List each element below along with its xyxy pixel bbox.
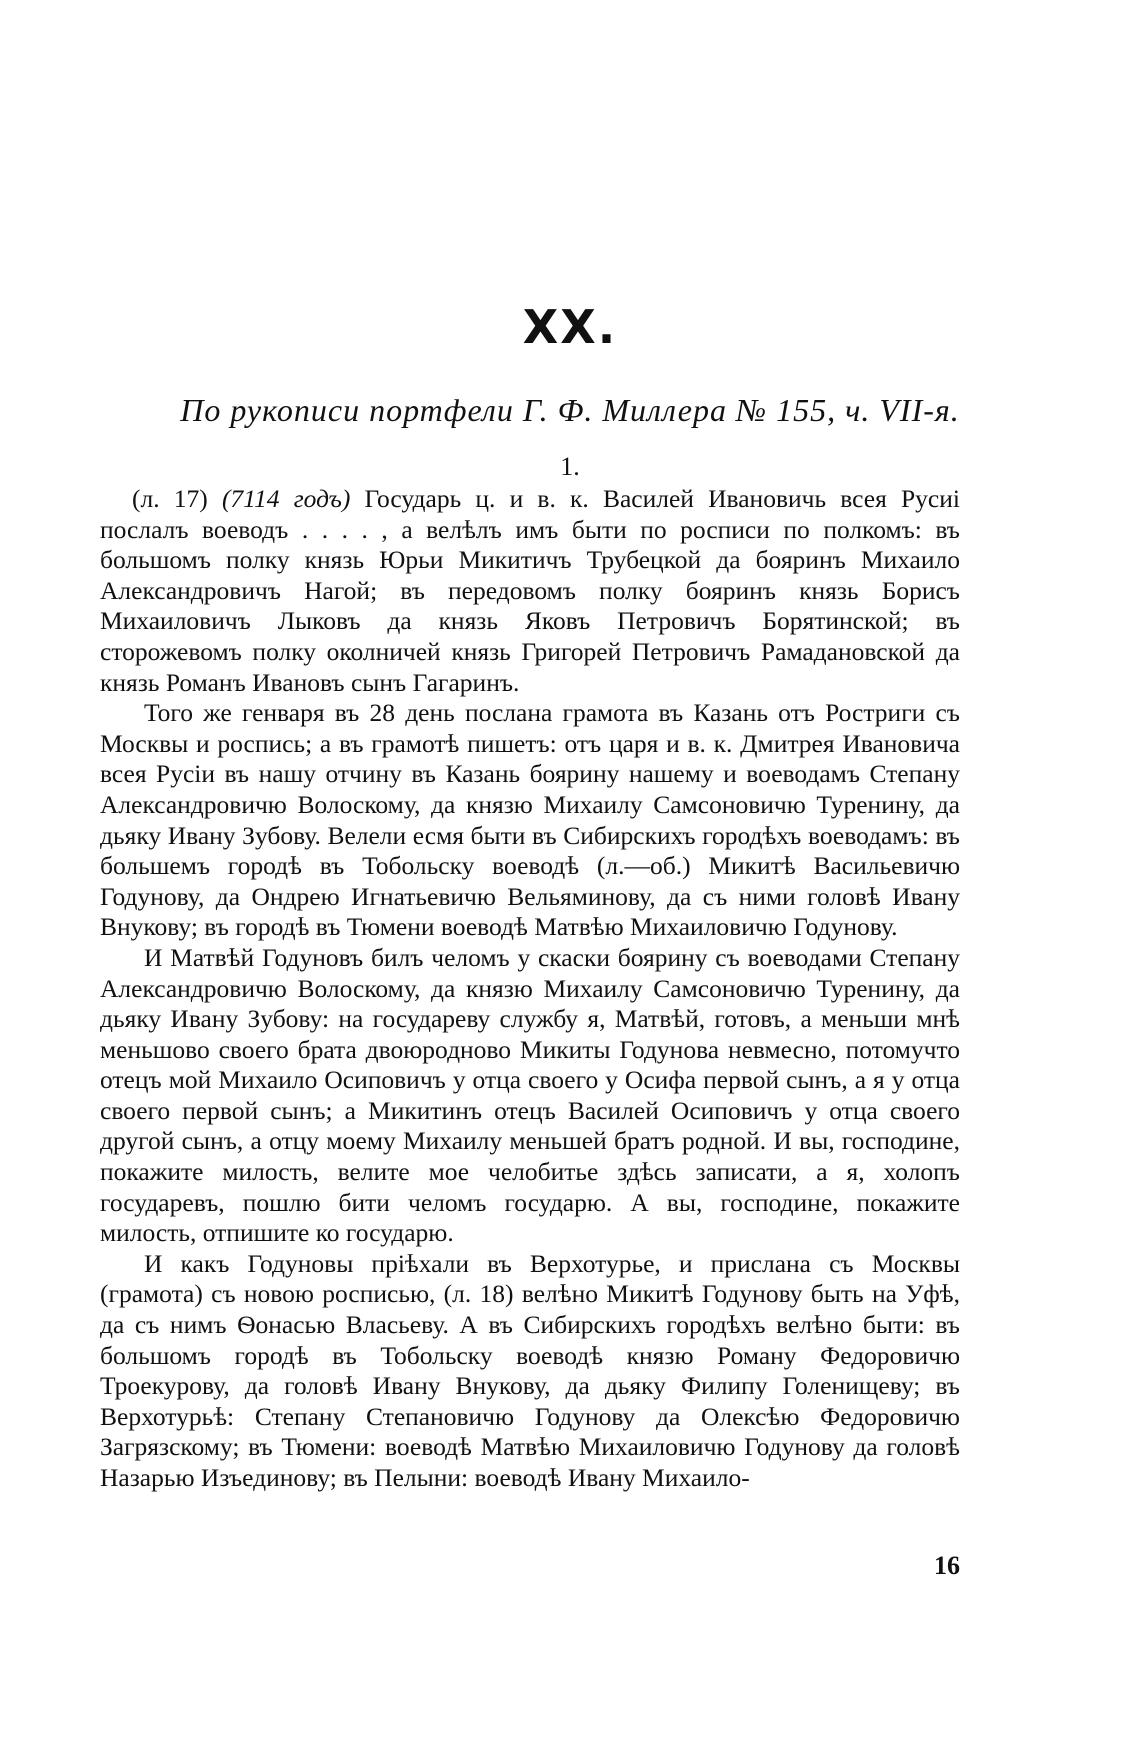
source-title: По рукописи портфели Г. Ф. Миллера № 155, ч. VII-я. — [180, 392, 960, 428]
paragraph: И какъ Годуновы пріѣхали въ Верхотурье, и прислана съ Москвы (грамота) съ новою росписью, (л. 18) велѣно Микитѣ Годунову быть на Уфѣ, да съ нимъ Ѳонасью Власьеву. А въ Сибирскихъ городѣхъ велѣно быти: въ большомъ городѣ въ Тобольску воеводѣ князю Роману Федоровичю Троекурову, да головѣ Ивану Внукову, да дьяку Филипу Голенищеву; въ Верхотурьѣ: Степану Степановичю Годунову да Олексѣю Федоровичю Загрязскому; въ Тюмени: воеводѣ Матвѣю Михаиловичю Годунову да головѣ Назарью Изъединову; въ Пелыни: воеводѣ Ивану Михаило- — [100, 1248, 960, 1492]
paragraph: И Матвѣй Годуновъ билъ челомъ у скаски боярину съ воеводами Степану Александровичю Волоскому, да князю Михаилу Самсоновичю Туренину, да дьяку Ивану Зубову: на государеву службу я, Матвѣй, готовъ, а меньши мнѣ меньшово своего брата двоюродново Микиты Годунова невмесно, потомучто отецъ мой Михаило Осиповичъ у отца своего у Осифа первой сынъ, а я у отца своего первой сынъ; а Микитинъ отецъ Василей Осиповичъ у отца своего другой сынъ, а отцу моему Михаилу меньшей братъ родной. И вы, господине, покажите милость, велите мое челобитье здѣсь записати, а я, холопъ государевъ, пошлю бити челомъ государю. А вы, господине, покажите милость, отпишите ко государю. — [100, 942, 960, 1248]
folio-reference: (л. 17) — [132, 484, 222, 513]
year-note: (7114 годъ) — [221, 484, 351, 513]
page-number: 16 — [934, 1551, 960, 1580]
chapter-number: XX. — [522, 300, 618, 354]
paragraph — [100, 484, 960, 698]
body-text — [100, 484, 960, 1494]
section-number: 1. — [560, 452, 580, 481]
paragraph-text: Государь ц. и в. к. Василей Ивановичь всея Русиі послалъ воеводъ . . . . , а велѣлъ имъ быти по росписи по полкомъ: въ большомъ полку князь Юрьи Микитичъ Трубецкой да бояринъ Михаило Александровичъ Нагой; въ передовомъ полку бояринъ князь Борисъ Михаиловичъ Лыковъ да князь Яковъ Петровичъ Борятинской; въ сторожевомъ полку околничей князь Григорей Петровичъ Рамадановской да князь Романъ Ивановъ сынъ Гагаринъ. — [100, 484, 960, 697]
paragraph: Того же генваря въ 28 день послана грамота въ Казань отъ Ростриги съ Москвы и роспись; а въ грамотѣ пишетъ: отъ царя и в. к. Дмитрея Ивановича всея Русіи въ нашу отчину въ Казань боярину нашему и воеводамъ Степану Александровичю Волоскому, да князю Михаилу Самсоновичю Туренину, да дьяку Ивану Зубову. Велели есмя быти въ Сибирскихъ городѣхъ воеводамъ: въ большемъ городѣ въ Тобольску воеводѣ (л.—об.) Микитѣ Васильевичю Годунову, да Ондрею Игнатьевичю Вельяминову, да съ ними головѣ Ивану Внукову; въ городѣ въ Тюмени воеводѣ Матвѣю Михаиловичю Годунову. — [100, 698, 960, 942]
